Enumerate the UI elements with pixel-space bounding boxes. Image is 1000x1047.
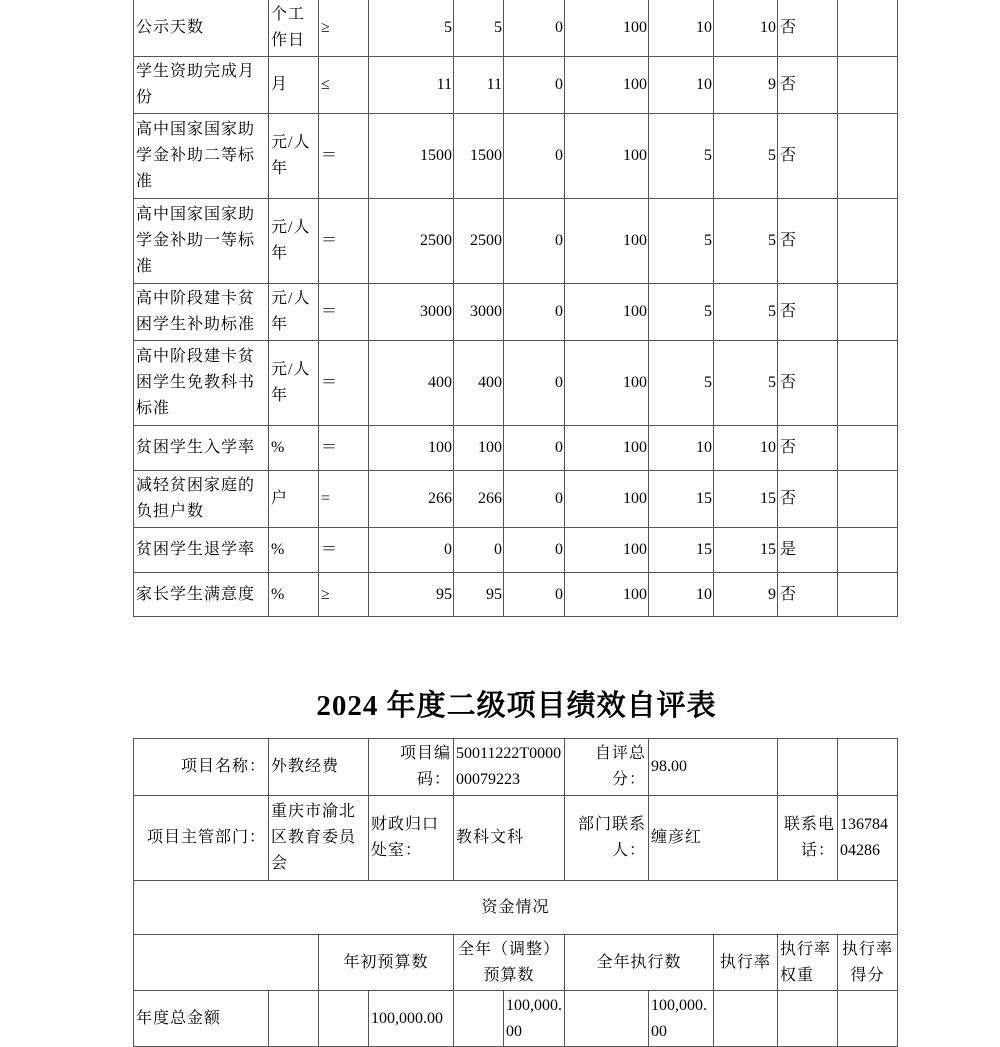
header-adjusted-budget: 全年（调整）预算数	[454, 935, 565, 991]
indicator-flag: 否	[778, 573, 838, 617]
indicator-row	[134, 528, 898, 573]
indicator-target: 5	[369, 0, 454, 57]
indicator-score: 9	[714, 57, 778, 114]
indicator-unit: 元/人年	[269, 114, 319, 199]
indicator-score: 10	[714, 0, 778, 57]
indicator-unit: 元/人年	[269, 284, 319, 341]
indicator-blank	[838, 114, 898, 199]
phone-label: 联系电话：	[778, 796, 838, 881]
indicator-dev: 0	[504, 284, 565, 341]
indicator-blank	[838, 199, 898, 284]
empty-cell	[454, 991, 504, 1047]
indicator-flag: 否	[778, 114, 838, 199]
indicator-table	[133, 0, 898, 617]
empty-cell	[838, 739, 898, 796]
indicator-target: 3000	[369, 284, 454, 341]
indicator-score: 15	[714, 471, 778, 528]
self-evaluation-table	[133, 738, 898, 1047]
initial-budget-value: 100,000.00	[369, 991, 454, 1047]
indicator-weight: 5	[649, 341, 714, 426]
indicator-flag: 否	[778, 199, 838, 284]
indicator-rate: 100	[565, 426, 649, 471]
header-initial-budget: 年初预算数	[319, 935, 454, 991]
indicator-weight: 10	[649, 573, 714, 617]
page-title: 2024 年度二级项目绩效自评表	[316, 690, 717, 722]
indicator-blank	[838, 471, 898, 528]
empty-cell	[565, 991, 649, 1047]
indicator-score: 5	[714, 199, 778, 284]
contact-label: 部门联系人：	[565, 796, 649, 881]
indicator-actual: 0	[454, 528, 504, 573]
indicator-flag: 否	[778, 426, 838, 471]
empty-cell	[778, 991, 838, 1047]
indicator-op: ≥	[319, 0, 369, 57]
indicator-weight: 10	[649, 57, 714, 114]
indicator-actual: 1500	[454, 114, 504, 199]
indicator-op: ≥	[319, 573, 369, 617]
indicator-rate: 100	[565, 528, 649, 573]
indicator-weight: 15	[649, 528, 714, 573]
indicator-weight: 15	[649, 471, 714, 528]
indicator-weight: 5	[649, 114, 714, 199]
indicator-target: 100	[369, 426, 454, 471]
indicator-actual: 3000	[454, 284, 504, 341]
indicator-unit: %	[269, 528, 319, 573]
indicator-target: 0	[369, 528, 454, 573]
indicator-rate: 100	[565, 114, 649, 199]
indicator-row	[134, 471, 898, 528]
indicator-name: 贫困学生退学率	[134, 528, 269, 573]
total-score-label: 自评总分：	[565, 739, 649, 796]
indicator-score: 15	[714, 528, 778, 573]
indicator-dev: 0	[504, 528, 565, 573]
indicator-rate: 100	[565, 341, 649, 426]
indicator-unit: 户	[269, 471, 319, 528]
indicator-actual: 266	[454, 471, 504, 528]
indicator-blank	[838, 528, 898, 573]
indicator-weight: 10	[649, 426, 714, 471]
indicator-op: ＝	[319, 426, 369, 471]
indicator-score: 5	[714, 341, 778, 426]
executed-value: 100,000.00	[649, 991, 714, 1047]
indicator-blank	[838, 341, 898, 426]
indicator-unit: 月	[269, 57, 319, 114]
indicator-op: =	[319, 471, 369, 528]
indicator-rate: 100	[565, 57, 649, 114]
indicator-target: 2500	[369, 199, 454, 284]
funds-section-header: 资金情况	[134, 881, 898, 935]
indicator-name: 贫困学生入学率	[134, 426, 269, 471]
indicator-op: ＝	[319, 199, 369, 284]
indicator-flag: 否	[778, 57, 838, 114]
total-amount-label: 年度总金额	[134, 991, 269, 1047]
indicator-row	[134, 0, 898, 57]
header-exec-weight: 执行率权重	[778, 935, 838, 991]
indicator-weight: 5	[649, 284, 714, 341]
indicator-row	[134, 114, 898, 199]
indicator-blank	[838, 284, 898, 341]
indicator-score: 5	[714, 114, 778, 199]
indicator-rate: 100	[565, 284, 649, 341]
indicator-dev: 0	[504, 199, 565, 284]
phone: 13678404286	[838, 796, 898, 881]
indicator-dev: 0	[504, 573, 565, 617]
indicator-dev: 0	[504, 114, 565, 199]
indicator-op: ＝	[319, 341, 369, 426]
indicator-actual: 2500	[454, 199, 504, 284]
indicator-actual: 100	[454, 426, 504, 471]
total-score: 98.00	[649, 739, 778, 796]
indicator-weight: 10	[649, 0, 714, 57]
empty-cell	[838, 991, 898, 1047]
indicator-name: 学生资助完成月份	[134, 57, 269, 114]
indicator-row	[134, 426, 898, 471]
indicator-name: 高中国家国家助学金补助二等标准	[134, 114, 269, 199]
indicator-name: 家长学生满意度	[134, 573, 269, 617]
empty-cell	[778, 739, 838, 796]
dept: 重庆市渝北区教育委员会	[269, 796, 369, 881]
indicator-unit: 元/人年	[269, 341, 319, 426]
indicator-row	[134, 57, 898, 114]
indicator-rate: 100	[565, 199, 649, 284]
indicator-rate: 100	[565, 573, 649, 617]
indicator-flag: 否	[778, 471, 838, 528]
indicator-row	[134, 199, 898, 284]
indicator-target: 1500	[369, 114, 454, 199]
indicator-op: ＝	[319, 528, 369, 573]
indicator-score: 5	[714, 284, 778, 341]
indicator-actual: 11	[454, 57, 504, 114]
indicator-dev: 0	[504, 0, 565, 57]
empty-cell	[269, 991, 319, 1047]
indicator-blank	[838, 0, 898, 57]
indicator-unit: 元/人年	[269, 199, 319, 284]
project-name-label: 项目名称：	[134, 739, 269, 796]
indicator-flag: 否	[778, 0, 838, 57]
header-exec-rate: 执行率	[714, 935, 778, 991]
indicator-target: 95	[369, 573, 454, 617]
indicator-dev: 0	[504, 341, 565, 426]
indicator-name: 公示天数	[134, 0, 269, 57]
contact: 缠彦红	[649, 796, 778, 881]
project-code-label: 项目编码：	[369, 739, 454, 796]
indicator-unit: %	[269, 426, 319, 471]
indicator-name: 减轻贫困家庭的负担户数	[134, 471, 269, 528]
empty-cell	[134, 935, 319, 991]
indicator-target: 400	[369, 341, 454, 426]
indicator-blank	[838, 426, 898, 471]
indicator-dev: 0	[504, 471, 565, 528]
indicator-flag: 是	[778, 528, 838, 573]
indicator-target: 11	[369, 57, 454, 114]
indicator-op: ＝	[319, 284, 369, 341]
indicator-actual: 95	[454, 573, 504, 617]
indicator-weight: 5	[649, 199, 714, 284]
header-exec-score: 执行率得分	[838, 935, 898, 991]
indicator-flag: 否	[778, 341, 838, 426]
indicator-flag: 否	[778, 284, 838, 341]
indicator-rate: 100	[565, 471, 649, 528]
indicator-actual: 5	[454, 0, 504, 57]
indicator-dev: 0	[504, 426, 565, 471]
indicator-row	[134, 284, 898, 341]
empty-cell	[714, 991, 778, 1047]
header-executed: 全年执行数	[565, 935, 714, 991]
indicator-unit: 个工作日	[269, 0, 319, 57]
indicator-score: 10	[714, 426, 778, 471]
indicator-unit: %	[269, 573, 319, 617]
indicator-blank	[838, 57, 898, 114]
indicator-rate: 100	[565, 0, 649, 57]
project-name: 外教经费	[269, 739, 369, 796]
indicator-name: 高中阶段建卡贫困学生免教科书标准	[134, 341, 269, 426]
dept-label: 项目主管部门：	[134, 796, 269, 881]
project-code: 50011222T000000079223	[454, 739, 565, 796]
indicator-row	[134, 573, 898, 617]
indicator-name: 高中阶段建卡贫困学生补助标准	[134, 284, 269, 341]
empty-cell	[319, 991, 369, 1047]
adjusted-budget-value: 100,000.00	[504, 991, 565, 1047]
indicator-op: ＝	[319, 114, 369, 199]
office: 教科文科	[454, 796, 565, 881]
indicator-dev: 0	[504, 57, 565, 114]
indicator-blank	[838, 573, 898, 617]
indicator-score: 9	[714, 573, 778, 617]
office-label: 财政归口处室：	[369, 796, 454, 881]
indicator-actual: 400	[454, 341, 504, 426]
indicator-name: 高中国家国家助学金补助一等标准	[134, 199, 269, 284]
indicator-target: 266	[369, 471, 454, 528]
indicator-op: ≤	[319, 57, 369, 114]
indicator-row	[134, 341, 898, 426]
